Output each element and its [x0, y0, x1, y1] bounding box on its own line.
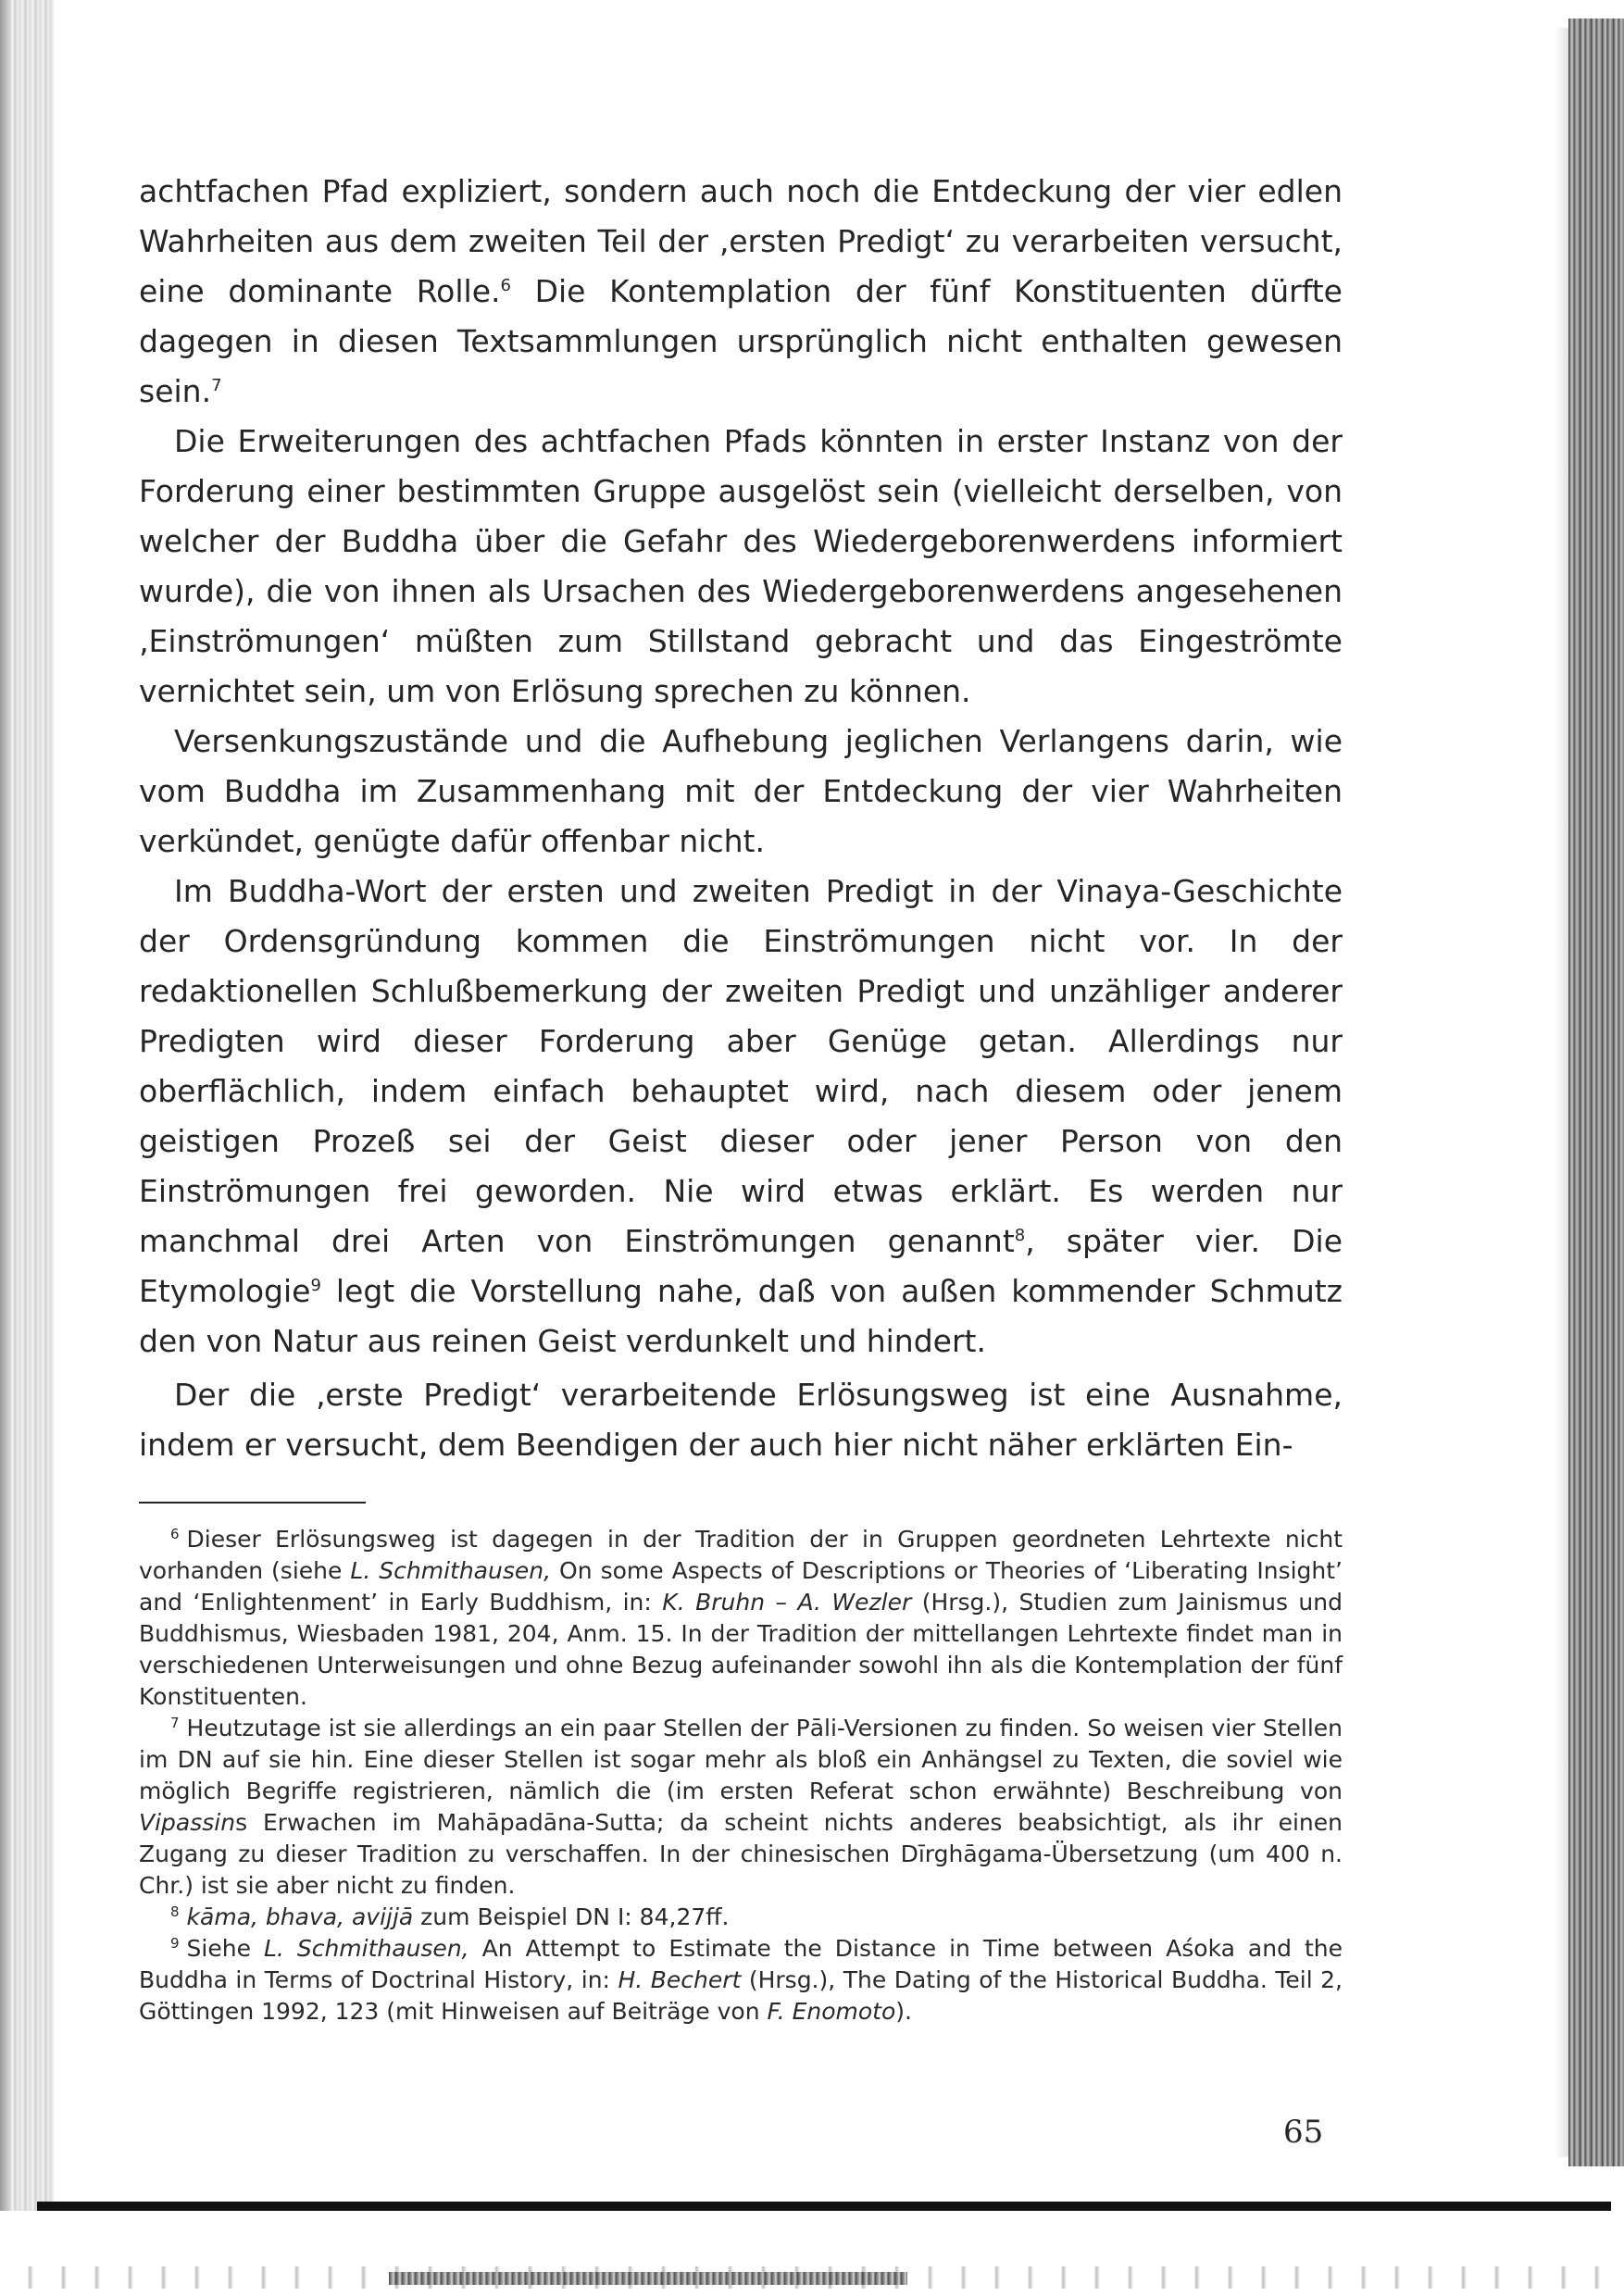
footnote-9: $^9$ Siehe L. Schmithausen, An Attempt to Estimate the Distance in Time between Aśoka and the Buddha in Terms of Doctrinal History, in: H. Bechert (Hrsg.), The Dating of the Historical Buddha. Teil 2, Göttingen 1992, 123 (mit Hinweisen auf Beiträge von F. Enomoto). — [139, 1934, 1343, 2025]
footnote-mark: 8 — [170, 1903, 180, 1920]
scan-left-edge — [0, 0, 11, 2296]
paragraph-1: achtfachen Pfad expliziert, sondern auch noch die Entdeckung der vier edlen Wahrheiten aus dem zweiten Teil der ‚ersten Predigt‘ zu verarbeiten versucht, eine dominante Rolle.$^6$ Die Kontemplation der fünf Konstituenten dürfte dagegen in diesen Textsammlungen ursprünglich nicht enthalten gewesen sein.$^7$ — [139, 173, 1343, 409]
footnote-ref-9[interactable]: 9 — [310, 1276, 321, 1295]
footnote-6: $^6$ Dieser Erlösungsweg ist dagegen in der Tradition der in Gruppen geordneten Lehrtexte nicht vorhanden (siehe L. Schmithausen, On some Aspects of Descriptions or Theories of ‘Liberating Insight’ and ‘Enlightenment’ in Early Buddhism, in: K. Bruhn – A. Wezler (Hrsg.), Studien zum Jainismus und Buddhismus, Wiesbaden 1981, 204, Anm. 15. In der Tradition der mittellangen Lehrtexte findet man in verschiedenen Unterweisungen und ohne Bezug aufeinander sowohl ihn als die Kontemplation der fünf Konstituenten. — [139, 1525, 1343, 1710]
scan-right-gutter — [1555, 28, 1568, 2157]
paragraph-3: Versenkungszustände und die Aufhebung jeglichen Verlangens darin, wie vom Buddha im Zusammenhang mit der Entdeckung der vier Wahrheiten verkündet, genügte dafür offenbar nicht. — [139, 723, 1343, 859]
page-number: 65 — [1283, 2114, 1324, 2151]
scan-bottom-noise — [389, 2272, 907, 2285]
page-content — [139, 167, 1343, 2028]
scan-right-shadow — [1568, 19, 1624, 2166]
footnote-ref-8[interactable]: 8 — [1014, 1226, 1026, 1245]
paragraph-5: Der die ‚erste Predigt‘ verarbeitende Erlösungsweg ist eine Ausnahme, indem er versucht, dem Beendigen der auch hier nicht näher erklärten Ein- — [139, 1377, 1343, 1463]
footnote-8: $^8$ kāma, bhava, avijjā zum Beispiel DN I: 84,27ff. — [170, 1903, 730, 1930]
footnote-mark: 7 — [170, 1714, 180, 1731]
paragraph-2: Die Erweiterungen des achtfachen Pfads könnten in erster Instanz von der Forderung einer bestimmten Gruppe ausgelöst sein (vielleicht derselben, von welcher der Buddha über die Gefahr des Wiedergeborenwerdens informiert wurde), die von ihnen als Ursachen des Wiedergeborenwerdens angesehenen ‚Einströmungen‘ müßten zum Stillstand gebracht und das Eingeströmte vernichtet sein, um von Erlösung sprechen zu können. — [139, 423, 1343, 709]
scan-bottom-bar — [37, 2202, 1611, 2211]
footnote-ref-7[interactable]: 7 — [211, 376, 222, 395]
footnote-mark: 6 — [170, 1525, 180, 1542]
footnote-ref-6[interactable]: 6 — [500, 276, 511, 295]
footnotes — [139, 1524, 1343, 2028]
main-text — [139, 167, 1343, 1470]
footnote-divider — [139, 1502, 366, 1504]
paragraph-4: Im Buddha-Wort der ersten und zweiten Predigt in der Vinaya-Geschichte der Ordensgründung kommen die Einströmungen nicht vor. In der redaktionellen Schlußbemerkung der zweiten Predigt und unzähliger anderer Predigten wird dieser Forderung aber Genüge getan. Allerdings nur oberflächlich, indem einfach behauptet wird, nach diesem oder jenem geistigen Prozeß sei der Geist dieser oder jener Person von den Einströmungen frei geworden. Nie wird etwas erklärt. Es werden nur manchmal drei Arten von Einströmungen genannt$^8$, später vier. Die Etymologie$^9$ legt die Vorstellung nahe, daß von außen kommender Schmutz den von Natur aus reinen Geist verdunkelt und hindert. — [139, 873, 1343, 1359]
footnote-mark: 9 — [170, 1934, 180, 1952]
footnote-7: $^7$ Heutzutage ist sie allerdings an ein paar Stellen der Pāli-Versionen zu finden. So weisen vier Stellen im DN auf sie hin. Eine dieser Stellen ist sogar mehr als bloß ein Anhängsel zu Texten, die soviel wie möglich Begriffe registrieren, nämlich die (im ersten Referat schon erwähnte) Beschreibung von Vipassins Erwachen im Mahāpadāna-Sutta; da scheint nichts anderes beabsichtigt, als ihr einen Zugang zu dieser Tradition zu verschaffen. In der chinesischen Dīrghāgama-Übersetzung (um 400 n. Chr.) ist sie aber nicht zu finden. — [139, 1714, 1343, 1899]
